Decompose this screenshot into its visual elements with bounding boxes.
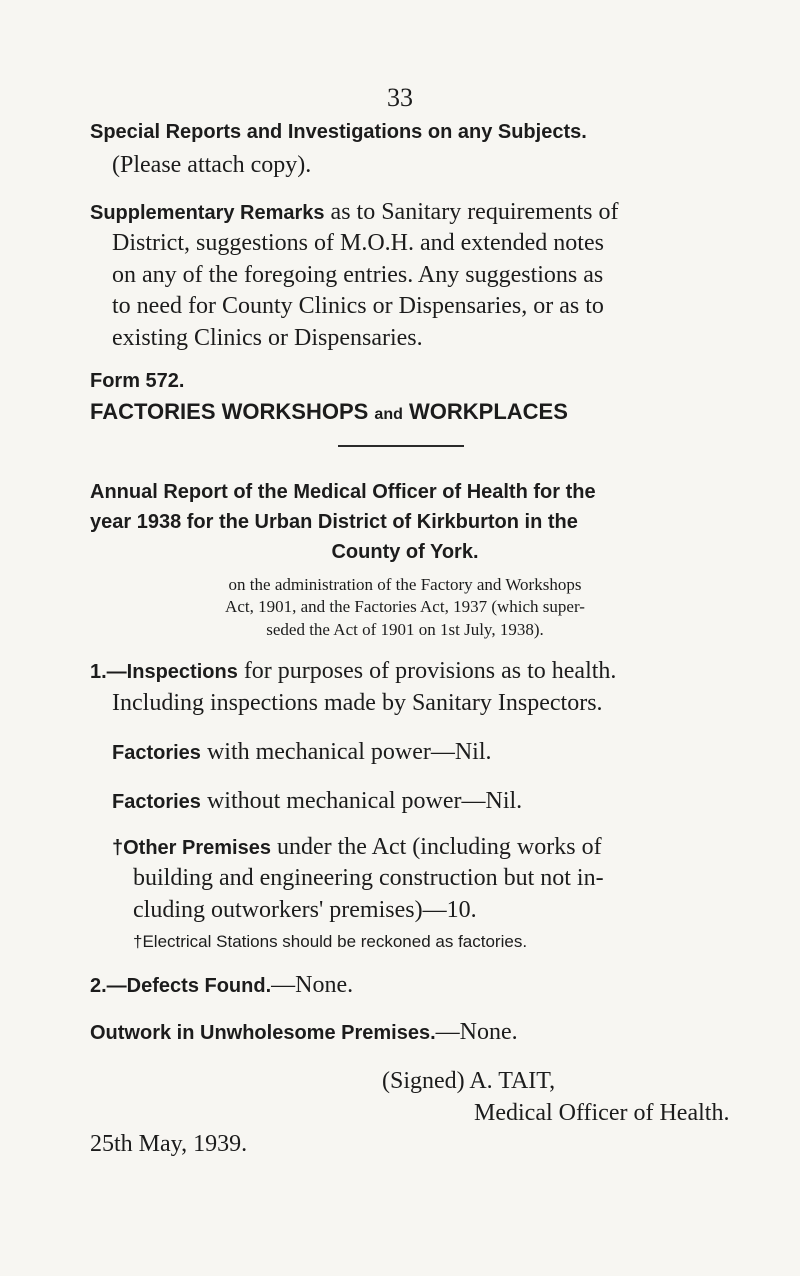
no-mechanical-text: without mechanical power—Nil. xyxy=(206,788,523,814)
no-mechanical-lead: Factories xyxy=(112,791,201,813)
supplementary-line-5: existing Clinics or Dispensaries. xyxy=(112,325,423,351)
section1-text-1: for purposes of provisions as to health. xyxy=(243,658,617,684)
form-title-b: WORKPLACES xyxy=(409,399,568,424)
supplementary-line-4: to need for County Clinics or Dispensaries, or as to xyxy=(112,293,604,319)
special-reports-note: (Please attach copy). xyxy=(112,152,312,178)
form-title xyxy=(90,398,568,429)
form-number: Form 572. xyxy=(90,370,185,392)
annual-report-sub-3: seded the Act of 1901 on 1st July, 1938). xyxy=(266,620,544,639)
other-premises-text-1: under the Act (including works of xyxy=(276,834,602,860)
divider-rule xyxy=(338,445,464,447)
supplementary-line-1 xyxy=(90,197,618,227)
other-premises-lead: †Other Premises xyxy=(112,837,271,859)
mechanical-text: with mechanical power—Nil. xyxy=(206,739,492,765)
outwork-text: —None. xyxy=(435,1019,518,1045)
form-title-and: and xyxy=(374,406,403,423)
section2-line xyxy=(90,970,353,1000)
outwork-line xyxy=(90,1017,518,1047)
other-premises-line-3: cluding outworkers' premises)—10. xyxy=(133,897,477,923)
annual-report-sub-1: on the administration of the Factory and Workshops xyxy=(228,575,582,594)
page-number: 33 xyxy=(387,83,413,112)
annual-report-line-1: Annual Report of the Medical Officer of Health for the xyxy=(90,481,596,503)
supplementary-line-3: on any of the foregoing entries. Any suggestions as xyxy=(112,262,604,288)
supplementary-text-1: as to Sanitary requirements of xyxy=(330,199,619,225)
other-premises-line-2: building and engineering construction but not in- xyxy=(133,865,604,891)
form-title-a: FACTORIES WORKSHOPS xyxy=(90,399,369,424)
no-mechanical-power-line xyxy=(112,786,522,816)
section1-lead: 1.—Inspections xyxy=(90,661,238,683)
electrical-footnote: †Electrical Stations should be reckoned as factories. xyxy=(133,932,528,951)
annual-report-line-3: County of York. xyxy=(331,541,479,563)
outwork-lead: Outwork in Unwholesome Premises. xyxy=(90,1022,436,1044)
signature-title: Medical Officer of Health. xyxy=(474,1100,730,1126)
section1-line-2: Including inspections made by Sanitary Inspectors. xyxy=(112,690,603,716)
section1-line-1 xyxy=(90,656,616,686)
mechanical-power-line xyxy=(112,737,492,767)
supplementary-lead: Supplementary Remarks xyxy=(90,202,325,224)
supplementary-line-2: District, suggestions of M.O.H. and extended notes xyxy=(112,230,604,256)
other-premises-line-1 xyxy=(112,832,602,862)
special-reports-heading: Special Reports and Investigations on any Subjects. xyxy=(90,121,587,143)
section2-lead: 2.—Defects Found. xyxy=(90,975,272,997)
mechanical-lead: Factories xyxy=(112,742,201,764)
signature-signed: (Signed) A. TAIT, xyxy=(382,1068,556,1094)
annual-report-line-2: year 1938 for the Urban District of Kirkburton in the xyxy=(90,511,578,533)
annual-report-sub-2: Act, 1901, and the Factories Act, 1937 (which super- xyxy=(225,597,585,616)
section2-text: —None. xyxy=(271,972,354,998)
signature-date: 25th May, 1939. xyxy=(90,1131,248,1157)
